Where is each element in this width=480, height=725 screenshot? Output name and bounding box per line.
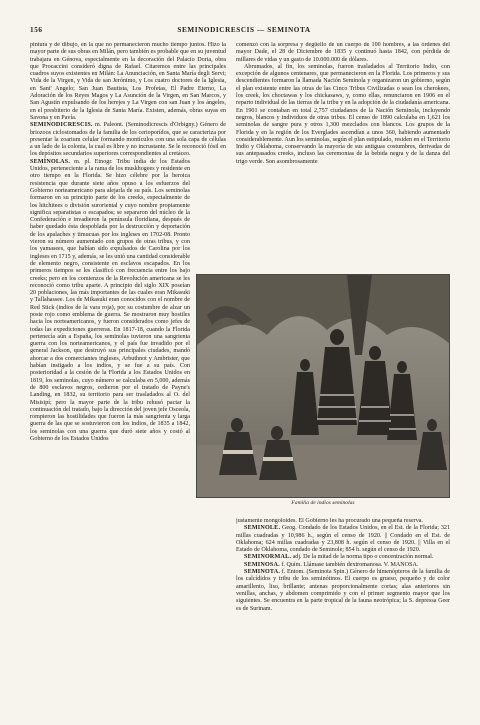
paragraph: Abrumados, al fin, los seminolas, fueron trasladados al Territorio Indio, con excepción de algunos centenares, que permanecieron en la Florida. Los primeros y sus descendientes formaron la llamada Nación Seminola y organizaron un gobierno, según el plan existente entre las otras de las Cinco Tribus Civilizadas o sean los cherokees, los creek, los choctawas y los chickasaws, y, como ellas, renunciaron en 1906 en el reparto individual de las tierras de la tribu y en la adopción de la ciudadanía americana. En 1901 se contaban en total 2,757 ciudadanos de la Nación Seminola, incluyendo negros, blancos y individuos de otras tribus. El censo de 1890 calculaba en 1,621 los seminolas de sangre pura y otros 1,300 mezclados con blancos. Los grupos de la Florida y en la región de los Everglades ascendían a unos 360, habiendo aumentado considerablemente. Aun los seminolas, según el plan estipulado, residen en el Territorio Indio y Oklahoma, conservando la mayoría de sus antiguas costumbres, derivadas de sus antepasados creeks, incluso las ceremonias de la bebida negra y de la danza del trigo verde. Son asombrosamente [236, 63, 450, 165]
entry-seminole: SEMINOLE. Geog. Condado de los Estados Unidos, en el Est. de la Florida; 321 millas cuadradas y 10,986 h., según el censo de 1920. || Condado en el Est. de Oklahoma; 624 millas cuadradas y 23,808 h. según el censo de 1920. || Villa en el Estado de Oklahoma, condado de Seminole; 854 h. según el censo de 1920. [236, 525, 450, 554]
photograph [196, 274, 450, 498]
headword: SEMÍNOLAS. [30, 158, 71, 165]
headword: SEMINOSA. [244, 561, 280, 568]
entry-seminodicrescis: SEMINODICRESCIS. m. Paleont. (Seminodicrescis d'Orbigny.) Género de briozoos ciclostomados de la familia de los cerioporídos, que se caracteriza por presentar la zoarium celular formando montículos con una sola capa de células a un lado de la colonia, la cual es libre y no incrustante. Se le reconoció fósil en los depósitos secundarios superiores correspondientes al cretáceo. [30, 122, 226, 158]
entry-seminolas: SEMÍNOLAS. m. pl. Etnogr. Tribu india de los Estados Unidos, perteneciente a la rama de los muskhogees y residente en otro tiempo en la Florida. Se hizo célebre por la heroica resistencia que durante siete años opuso a los esfuerzos del Gobierno norteamericano para alejarla de su país. Los seminolas formaron en su principio parte de los creeks, especialmente de los hitchitees o división suroriental y cuyo nombre propiamente significa separatistas o escapados; se separaron del núcleo de la Confederación e invadieron la península floridiana, después de haber quedado ésta despoblada por la destrucción y deportación de los apalaches y timucuas por los ingleses en 1702-08. Pronto vieron su número aumentado con grupos de otras tribus, y con los yamasees, que habían sido expulsados de Carolina por los ingleses en 1715 y, además, se les unió una cantidad considerable de elemento negro, consistente en esclavos escapados. En los primeros tiempos se les clasificó con frecuencia entre los bajo creeks; pero en los comienzos de la Revolución americana se les reconoció como tribu aparte. A principio del siglo XIX poseían 20 poblaciones, las más importantes de las cuales eran Mikasuki y Tallahassee. Los de Mikasuki eran conocidos con el nombre de Red Stick (indios de la vara roja), por su costumbre de alzar un poste rojo como emblema de guerra. Se mostraron muy hostiles hacia los norteamericanos, y fueron considerados como jefes de todas las expediciones guerreras. En 1817-18, cuando la Florida pertenecía aún a España, los seminolas tuvieron una sangrienta guerra con los norteamericanos, y el país fue invadido por el general Jackson, que destruyó sus principales ciudades, mandó ahorcar a dos comerciantes ingleses, Arbuthnot y Ambrister, que habían instigado a los indios, y se fue a su país. Con posterioridad a la cesión de la Florida a los Estados Unidos en 1819, los seminolas, cuyo número se calculaba en 5,000, además de 800 esclavos negros, cedieron por el tratado de Payne's Landing, en 1832, su territorio para ser trasladados al O. del Misisipí; pero la mayor parte de la tribu rehusó pactar la continuación del tratado, bajo la dirección del joven jefe Osceola, rompieron las hostilidades que fueron la más sangrienta y larga guerra de las que se sostuvieron con los indios, de 1835 a 1842, los seminolas con una guerra que duró siete años y costó al Gobierno de los Estados Unidos [30, 158, 190, 443]
entry-seminota: SEMINOTA. f. Entom. (Seminota Spin.) Género de himenópteros de la familia de los calcídidos y tribu de los seminótinos. El cuerpo es grueso, pequeño y de color amarillento, liso, brillante; antenas proporcionalmente cortas; alas anteriores sin venillas, anchas, y abdomen comprimido y con el primer segmento mayor que los siguientes. Se encuentra en la parte tropical de la fauna neotrópica; la S. depressa Geer es de Surinam. [236, 569, 450, 612]
right-column-top [236, 42, 450, 264]
right-column-bottom [236, 518, 450, 712]
page-number: 156 [30, 26, 43, 34]
entry-seminosa: SEMINOSA. f. Quím. Llámase también dextromanosa. V. MANOSA. [244, 561, 419, 568]
photo-illustration [197, 275, 450, 498]
paragraph: justamente mongoloides. El Gobierno les ha procurado una pequeña reserva. [236, 518, 423, 524]
headword: SEMINOTA. [244, 569, 281, 576]
page-header [30, 26, 458, 38]
headword: SEMINODICRESCIS. [30, 122, 93, 129]
headword: SEMINORMAL. [244, 554, 292, 561]
entry-seminormal: SEMINORMAL. adj. De la mitad de la norma tipo o concentración normal. [244, 554, 434, 561]
figure-caption: Familia de indios seminolas [291, 500, 355, 506]
headword: SEMINOLE. [244, 525, 281, 532]
figure [196, 274, 450, 506]
running-title: SEMINODICRESCIS — SEMINOTA [177, 26, 311, 34]
paragraph: comenzó con la sorpresa y degüello de un cuerpo de 100 hombres, a las órdenes del mayor Dade, el 28 de Diciembre de 1835 y continuó hasta 1842, con pérdida de millares de vidas y un gasto de 10.000.000 de dólares. [236, 42, 450, 63]
paragraph: pintura y de dibujo, en la que no permanecieron mucho tiempo juntos. Hizo la mayor parte de sus obras en Milán, pero también es probable que en su juventud trabajara en Génova, especialmente en la decoración del Palacio Doria, obra que Procaccini consideró digna de Rafael. Citaremos entre las principales cuadros suyos existentes en Milán: La Anunciación, en Santa María degli Servi; Vida de la Virgen, y Vida de san Jerónimo, y Los cuatro doctores de la Iglesia, en Sant' Angelo; San Juan Bautista, Los Profetas, El Padre Eterno, La Adoración de los Reyes Magos y La Asunción de la Virgen, en San Marcos, y San Agustín expulsando de los herejes y La Virgen con san Juan y los ángeles, en el presbiterio de la Iglesia de Santa María. Existen, además, obras suyas en Savona y en Pavía. [30, 42, 226, 121]
